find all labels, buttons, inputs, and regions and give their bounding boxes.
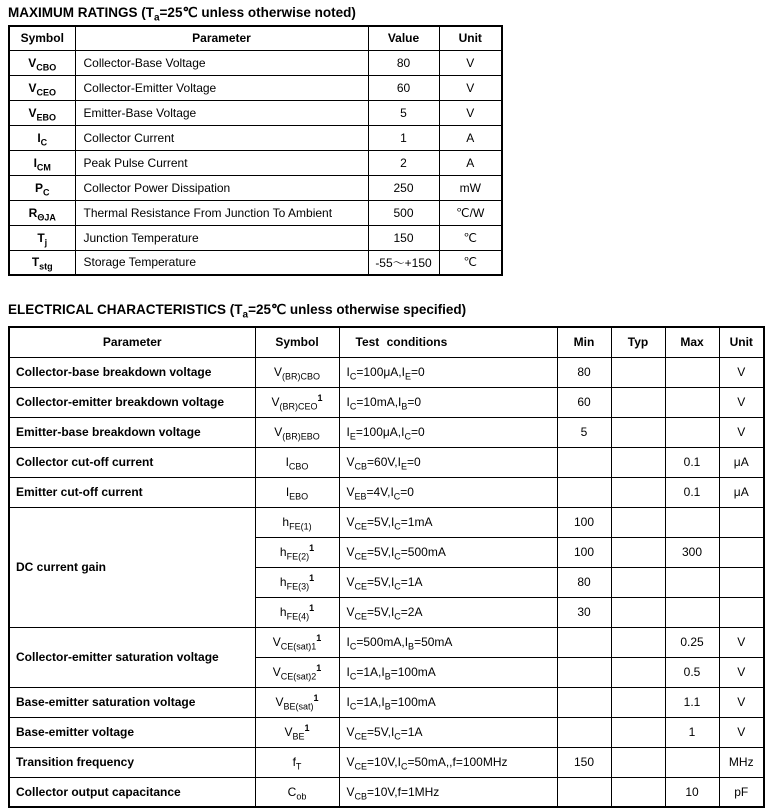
value-cell: 500 [368, 200, 439, 225]
typ-cell [611, 717, 665, 747]
symbol-cell: $T_j$ [9, 225, 75, 250]
value-cell: 2 [368, 150, 439, 175]
symbol-cell: $h_{FE(3)}^1$ [255, 567, 339, 597]
min-cell [557, 657, 611, 687]
symbol-cell: $V_{(BR)CEO}^1$ [255, 387, 339, 417]
electrical-title: ELECTRICAL CHARACTERISTICS ($T_a=25℃$ unless otherwise specified) [8, 302, 467, 321]
min-cell: 100 [557, 507, 611, 537]
symbol-cell: $I_{CBO}$ [255, 447, 339, 477]
unit-cell: V [439, 75, 502, 100]
parameter-cell: Junction Temperature [75, 225, 368, 250]
parameter-cell: Transition frequency [9, 747, 255, 777]
max-cell: 0.1 [665, 447, 719, 477]
symbol-cell: $V_{CBO}$ [9, 50, 75, 75]
test-conditions-cell: $I_C=1A,I_B=100mA$ [339, 687, 557, 717]
test-conditions-cell: $I_C=10mA,I_B=0$ [339, 387, 557, 417]
unit-cell: MHz [719, 747, 764, 777]
symbol-cell: $V_{BE(sat)}^1$ [255, 687, 339, 717]
symbol-cell: $R_{\Theta JA}$ [9, 200, 75, 225]
min-cell [557, 777, 611, 807]
typ-cell [611, 447, 665, 477]
symbol-cell: $V_{(BR)EBO}$ [255, 417, 339, 447]
unit-cell [719, 537, 764, 567]
test-conditions-cell: $I_C=100\mu A,I_E=0$ [339, 357, 557, 387]
typ-cell [611, 687, 665, 717]
unit-cell [719, 507, 764, 537]
column-header-typ: Typ [611, 327, 665, 357]
min-cell: 5 [557, 417, 611, 447]
column-header-symbol: Symbol [9, 26, 75, 50]
value-cell: 1 [368, 125, 439, 150]
test-conditions-cell: $V_{EB}=4V,I_C=0$ [339, 477, 557, 507]
column-header-max: Max [665, 327, 719, 357]
symbol-cell: $T_{stg}$ [9, 250, 75, 275]
symbol-cell: $V_{(BR)CBO}$ [255, 357, 339, 387]
table-row [9, 50, 502, 75]
min-cell [557, 687, 611, 717]
symbol-cell: $V_{EBO}$ [9, 100, 75, 125]
typ-cell [611, 387, 665, 417]
min-cell: 80 [557, 357, 611, 387]
parameter-cell: Peak Pulse Current [75, 150, 368, 175]
column-header-min: Min [557, 327, 611, 357]
typ-cell [611, 417, 665, 447]
parameter-cell: DC current gain [9, 507, 255, 627]
unit-cell [719, 567, 764, 597]
electrical-header-row [9, 327, 764, 357]
typ-cell [611, 657, 665, 687]
parameter-cell: Collector-Base Voltage [75, 50, 368, 75]
symbol-cell: $I_{CM}$ [9, 150, 75, 175]
max-cell [665, 417, 719, 447]
typ-cell [611, 537, 665, 567]
unit-cell: pF [719, 777, 764, 807]
typ-cell [611, 627, 665, 657]
typ-cell [611, 567, 665, 597]
parameter-cell: Collector-Emitter Voltage [75, 75, 368, 100]
parameter-cell: Collector-emitter saturation voltage [9, 627, 255, 687]
unit-cell: V [719, 717, 764, 747]
max-cell: 0.25 [665, 627, 719, 657]
test-conditions-cell: $V_{CB}=10V,f=1MHz$ [339, 777, 557, 807]
table-row [9, 717, 764, 747]
column-header-unit: Unit [719, 327, 764, 357]
value-cell: -55～+150 [368, 250, 439, 275]
column-header-test-conditions: Test conditions [339, 327, 557, 357]
parameter-cell: Emitter-Base Voltage [75, 100, 368, 125]
unit-cell: μA [719, 477, 764, 507]
symbol-cell: $h_{FE(2)}^1$ [255, 537, 339, 567]
parameter-cell: Emitter cut-off current [9, 477, 255, 507]
symbol-cell: $f_T$ [255, 747, 339, 777]
unit-cell: μA [719, 447, 764, 477]
min-cell [557, 447, 611, 477]
typ-cell [611, 357, 665, 387]
value-cell: 60 [368, 75, 439, 100]
max-cell: 0.1 [665, 477, 719, 507]
table-row [9, 150, 502, 175]
parameter-cell: Collector-emitter breakdown voltage [9, 387, 255, 417]
unit-cell: A [439, 125, 502, 150]
parameter-cell: Base-emitter voltage [9, 717, 255, 747]
unit-cell: ℃/W [439, 200, 502, 225]
typ-cell [611, 477, 665, 507]
parameter-cell: Emitter-base breakdown voltage [9, 417, 255, 447]
parameter-cell: Collector Power Dissipation [75, 175, 368, 200]
symbol-cell: $V_{BE}^1$ [255, 717, 339, 747]
unit-cell: V [439, 100, 502, 125]
unit-cell: V [719, 687, 764, 717]
value-cell: 5 [368, 100, 439, 125]
table-row [9, 200, 502, 225]
max-ratings-table [8, 25, 503, 276]
min-cell [557, 717, 611, 747]
column-header-symbol: Symbol [255, 327, 339, 357]
unit-cell: ℃ [439, 225, 502, 250]
unit-cell: V [719, 387, 764, 417]
typ-cell [611, 597, 665, 627]
min-cell: 60 [557, 387, 611, 417]
symbol-cell: $I_{EBO}$ [255, 477, 339, 507]
electrical-table [8, 326, 765, 808]
max-cell: 0.5 [665, 657, 719, 687]
symbol-cell: $V_{CE(sat)2}^1$ [255, 657, 339, 687]
unit-cell [719, 597, 764, 627]
max-cell [665, 387, 719, 417]
test-conditions-cell: $I_C=500mA,I_B=50mA$ [339, 627, 557, 657]
max-cell [665, 357, 719, 387]
test-conditions-cell: $I_C=1A,I_B=100mA$ [339, 657, 557, 687]
test-conditions-cell: $V_{CE}=5V,I_C=1mA$ [339, 507, 557, 537]
table-row [9, 747, 764, 777]
unit-cell: V [439, 50, 502, 75]
parameter-cell: Collector output capacitance [9, 777, 255, 807]
unit-cell: A [439, 150, 502, 175]
parameter-cell: Base-emitter saturation voltage [9, 687, 255, 717]
unit-cell: V [719, 357, 764, 387]
column-header-parameter: Parameter [75, 26, 368, 50]
min-cell: 30 [557, 597, 611, 627]
value-cell: 80 [368, 50, 439, 75]
min-cell: 80 [557, 567, 611, 597]
table-row [9, 357, 764, 387]
test-conditions-cell: $V_{CE}=10V,I_C=50mA,,f=100MHz$ [339, 747, 557, 777]
table-row [9, 225, 502, 250]
test-conditions-cell: $V_{CE}=5V,I_C=1A$ [339, 717, 557, 747]
max-cell: 10 [665, 777, 719, 807]
parameter-cell: Collector-base breakdown voltage [9, 357, 255, 387]
table-row [9, 507, 764, 537]
max-cell [665, 567, 719, 597]
table-row [9, 100, 502, 125]
column-header-value: Value [368, 26, 439, 50]
parameter-cell: Collector cut-off current [9, 447, 255, 477]
column-header-unit: Unit [439, 26, 502, 50]
max-cell: 1.1 [665, 687, 719, 717]
symbol-cell: $h_{FE(1)}$ [255, 507, 339, 537]
table-row [9, 125, 502, 150]
test-conditions-cell: $V_{CE}=5V,I_C=1A$ [339, 567, 557, 597]
min-cell: 100 [557, 537, 611, 567]
table-row [9, 777, 764, 807]
max-ratings-title: MAXIMUM RATINGS ($T_a=25℃$ unless otherwise noted) [8, 5, 356, 24]
test-conditions-cell: $V_{CB}=60V,I_E=0$ [339, 447, 557, 477]
table-row [9, 447, 764, 477]
max-cell [665, 507, 719, 537]
min-cell [557, 627, 611, 657]
max-cell [665, 597, 719, 627]
max-ratings-header-row [9, 26, 502, 50]
column-header-parameter: Parameter [9, 327, 255, 357]
typ-cell [611, 747, 665, 777]
typ-cell [611, 507, 665, 537]
unit-cell: V [719, 657, 764, 687]
table-row [9, 687, 764, 717]
symbol-cell: $V_{CEO}$ [9, 75, 75, 100]
table-row [9, 175, 502, 200]
value-cell: 250 [368, 175, 439, 200]
max-cell: 1 [665, 717, 719, 747]
unit-cell: V [719, 627, 764, 657]
unit-cell: ℃ [439, 250, 502, 275]
table-row [9, 417, 764, 447]
symbol-cell: $V_{CE(sat)1}^1$ [255, 627, 339, 657]
table-row [9, 387, 764, 417]
test-conditions-cell: $V_{CE}=5V,I_C=500mA$ [339, 537, 557, 567]
max-cell [665, 747, 719, 777]
table-row [9, 250, 502, 275]
table-row [9, 75, 502, 100]
test-conditions-cell: $I_E=100\mu A,I_C=0$ [339, 417, 557, 447]
parameter-cell: Collector Current [75, 125, 368, 150]
symbol-cell: $h_{FE(4)}^1$ [255, 597, 339, 627]
symbol-cell: $C_{ob}$ [255, 777, 339, 807]
min-cell [557, 477, 611, 507]
typ-cell [611, 777, 665, 807]
unit-cell: V [719, 417, 764, 447]
max-cell: 300 [665, 537, 719, 567]
table-row [9, 627, 764, 657]
parameter-cell: Thermal Resistance From Junction To Ambient [75, 200, 368, 225]
symbol-cell: $I_C$ [9, 125, 75, 150]
table-row [9, 477, 764, 507]
unit-cell: mW [439, 175, 502, 200]
value-cell: 150 [368, 225, 439, 250]
test-conditions-cell: $V_{CE}=5V,I_C=2A$ [339, 597, 557, 627]
symbol-cell: $P_C$ [9, 175, 75, 200]
min-cell: 150 [557, 747, 611, 777]
parameter-cell: Storage Temperature [75, 250, 368, 275]
